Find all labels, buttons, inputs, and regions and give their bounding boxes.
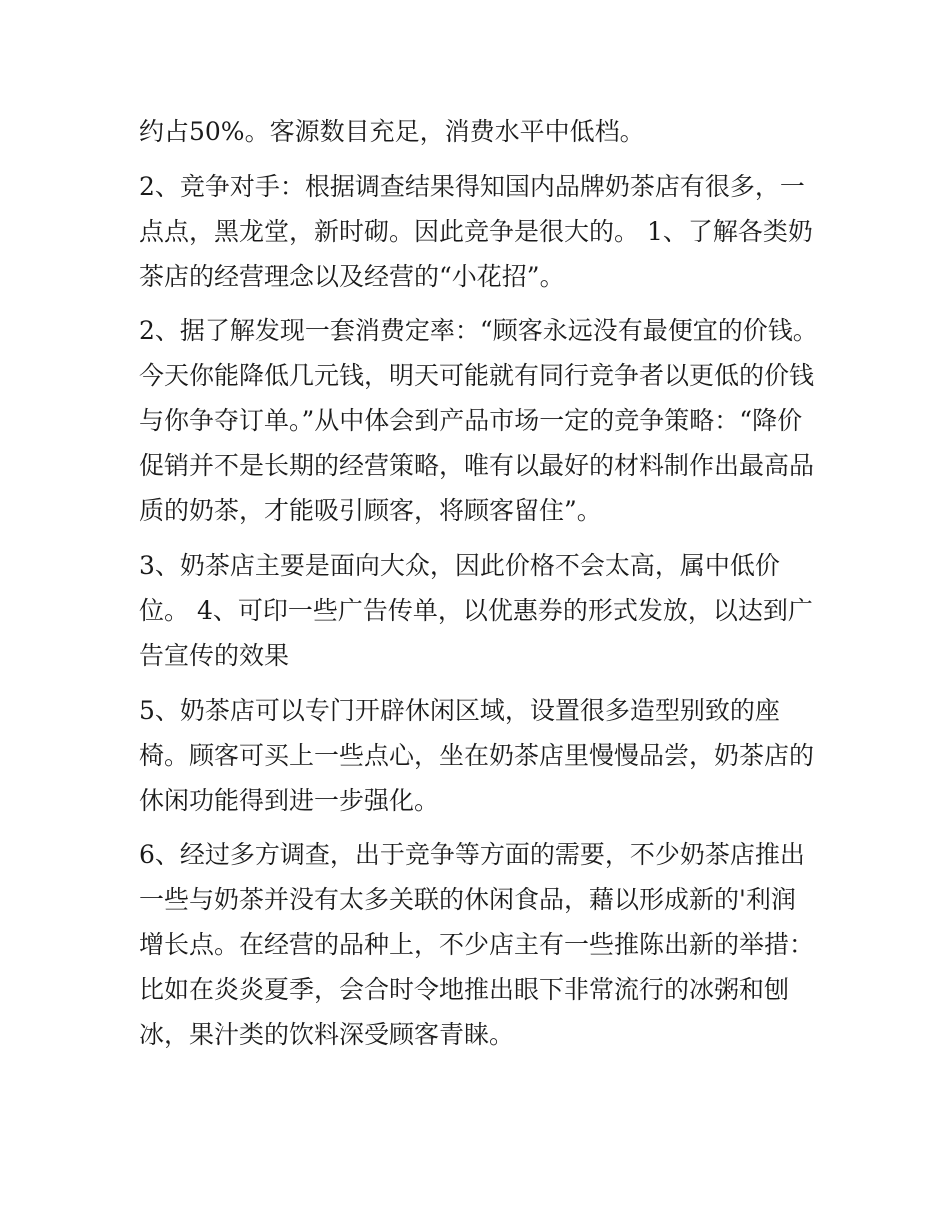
text-line: 休闲功能得到进一步强化。 [139, 785, 440, 815]
text-line: 约占50%。客源数目充足，消费水平中低档。 [139, 117, 645, 146]
text-line: 与你争夺订单。”从中体会到产品市场一定的竞争策略：“降价 [139, 406, 803, 436]
paragraph-competitors [139, 164, 829, 299]
text-line: 质的奶茶，才能吸引顾客，将顾客留住”。 [139, 496, 602, 526]
document-body [139, 109, 829, 1067]
text-line: 一些与奶茶并没有太多关联的休闲食品，藉以形成新的'利润 [139, 885, 796, 915]
text-line: 5、奶茶店可以专门开辟休闲区域，设置很多造型别致的座 [139, 695, 780, 725]
paragraph-leisure-area [139, 688, 829, 823]
text-line: 茶店的经营理念以及经营的“小花招”。 [139, 261, 565, 291]
paragraph-pricing-rule [139, 308, 829, 533]
text-line: 告宣传的效果 [139, 641, 290, 671]
text-line: 冰，果汁类的饮料深受顾客青睐。 [139, 1020, 515, 1050]
text-line: 点点，黑龙堂，新时砌。因此竞争是很大的。 1、了解各类奶 [139, 216, 813, 246]
text-line: 位。 4、可印一些广告传单，以优惠券的形式发放，以达到广 [139, 596, 813, 626]
paragraph-customer-source [139, 109, 829, 154]
paragraph-product-variety [139, 832, 829, 1057]
text-line: 增长点。在经营的品种上，不少店主有一些推陈出新的举措： [139, 930, 815, 960]
text-line: 6、经过多方调查，出于竞争等方面的需要，不少奶茶店推出 [139, 840, 805, 870]
paragraph-target-market [139, 543, 829, 678]
text-line: 3、奶茶店主要是面向大众，因此价格不会太高，属中低价 [139, 551, 780, 581]
text-line: 2、竞争对手：根据调查结果得知国内品牌奶茶店有很多，一 [139, 171, 805, 201]
text-line: 今天你能降低几元钱，明天可能就有同行竞争者以更低的价钱 [139, 361, 815, 391]
text-line: 促销并不是长期的经营策略，唯有以最好的材料制作出最高品 [139, 451, 815, 481]
text-line: 比如在炎炎夏季，会合时令地推出眼下非常流行的冰粥和刨 [139, 975, 790, 1005]
text-line: 2、据了解发现一套消费定率：“顾客永远没有最便宜的价钱。 [139, 316, 818, 346]
text-line: 椅。顾客可买上一些点心，坐在奶茶店里慢慢品尝，奶茶店的 [139, 740, 815, 770]
